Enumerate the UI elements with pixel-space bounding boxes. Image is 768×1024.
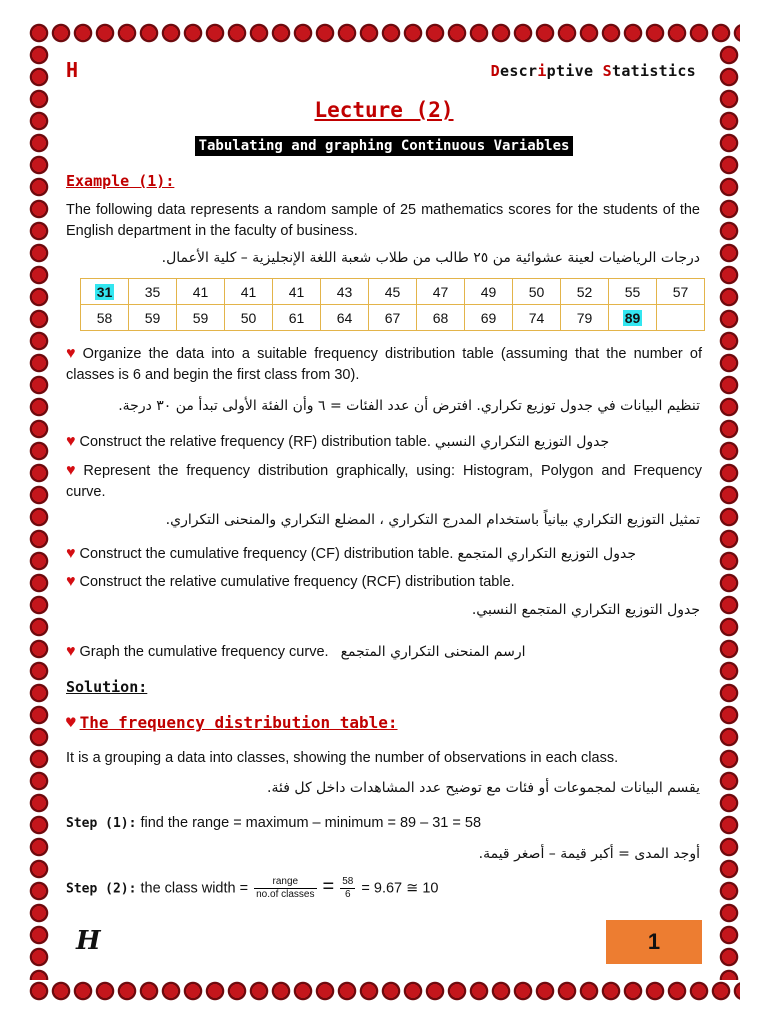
task-4: ♥ Construct the cumulative frequency (CF) distribution table. جدول التوزيع التكراري المتجمع <box>66 545 636 562</box>
example-label: Example (1): <box>66 172 175 190</box>
header-title-part: S <box>602 62 613 80</box>
task-5: ♥ Construct the relative cumulative frequency (RCF) distribution table. <box>66 573 515 590</box>
table-cell: 57 <box>657 279 705 305</box>
table-cell: 89 <box>609 305 657 331</box>
fdt-description-ar: يقسم البيانات لمجموعات أو فئات مع توضيح عدد المشاهدات داخل كل فئة. <box>267 780 700 796</box>
page-number: 1 <box>606 920 702 964</box>
fdt-title: ♥ The frequency distribution table: <box>66 713 398 732</box>
task-3-ar: تمثيل التوزيع التكراري بيانياً باستخدام المدرج التكراري ، المضلع التكراري والمنحنى التكراري. <box>165 512 700 528</box>
heart-bullet-icon: ♥ <box>66 462 80 479</box>
table-cell: 74 <box>513 305 561 331</box>
fraction-range-over-classes: $\frac{\text{range}}{\text{no.of classes}}$ <box>256 876 315 900</box>
heart-bullet-icon: ♥ <box>66 643 76 660</box>
fraction-58-over-6: $\frac{58}{6}$ <box>342 876 354 900</box>
heart-bullet-icon: ♥ <box>66 433 76 450</box>
header-title-part: i <box>537 62 547 80</box>
table-cell: 69 <box>465 305 513 331</box>
header-title-part: D <box>490 62 500 80</box>
table-cell: 79 <box>561 305 609 331</box>
decorative-border-left <box>28 44 50 980</box>
intro-text-en: The following data represents a random sample of 25 mathematics scores for the students of the English department in the faculty of business. <box>66 202 700 239</box>
table-cell: 47 <box>417 279 465 305</box>
table-row <box>81 279 705 305</box>
table-cell: 50 <box>225 305 273 331</box>
footer-mark: H <box>76 926 101 956</box>
intro-text-ar: درجات الرياضيات لعينة عشوائية من ٢٥ طالب من طلاب شعبة اللغة الإنجليزية – كلية الأعمال. <box>161 250 700 266</box>
heart-bullet-icon: ♥ <box>66 345 79 362</box>
table-cell: 49 <box>465 279 513 305</box>
header-title-part: tatistics <box>612 62 696 80</box>
table-cell: 35 <box>129 279 177 305</box>
task-3: ♥ Represent the frequency distribution graphically, using: Histogram, Polygon and Frequency curve. <box>66 462 702 500</box>
heart-bullet-icon: ♥ <box>66 713 76 732</box>
step-2: Step (2): the class width = $\frac{\text{range}}{\text{no.of classes}}$ = $\frac{58}{6}$ = 9.67 ≅ 10 <box>66 875 439 900</box>
decorative-border-top <box>28 22 740 44</box>
decorative-border-right <box>718 44 740 980</box>
table-cell <box>657 305 705 331</box>
step-1-ar: أوجد المدى = أكبر قيمة – أصغر قيمة. <box>478 846 700 862</box>
header-title-part: escr <box>500 62 538 80</box>
solution-label: Solution: <box>66 678 148 696</box>
table-row <box>81 305 705 331</box>
table-cell: 45 <box>369 279 417 305</box>
table-cell: 68 <box>417 305 465 331</box>
table-cell: 64 <box>321 305 369 331</box>
table-cell: 41 <box>177 279 225 305</box>
table-cell: 52 <box>561 279 609 305</box>
step-1: Step (1): find the range = maximum – minimum = 89 – 31 = 58 <box>66 815 482 831</box>
table-cell: 58 <box>81 305 129 331</box>
task-5-ar: جدول التوزيع التكراري المتجمع النسبي. <box>471 602 700 618</box>
table-cell: 41 <box>273 279 321 305</box>
scores-table <box>80 278 705 331</box>
heart-bullet-icon: ♥ <box>66 545 76 562</box>
table-cell: 50 <box>513 279 561 305</box>
table-cell: 43 <box>321 279 369 305</box>
fdt-description-en: It is a grouping a data into classes, showing the number of observations in each class. <box>66 750 619 766</box>
table-cell: 59 <box>177 305 225 331</box>
task-6: ♥ Graph the cumulative frequency curve. ارسم المنحنى التكراري المتجمع <box>66 643 526 660</box>
table-cell: 67 <box>369 305 417 331</box>
heart-bullet-icon: ♥ <box>66 573 76 590</box>
table-cell: 59 <box>129 305 177 331</box>
decorative-border-bottom <box>28 980 740 1002</box>
header-title <box>491 62 696 80</box>
table-cell: 61 <box>273 305 321 331</box>
task-1: ♥ Organize the data into a suitable frequency distribution table (assuming that the number of classes is 6 and begin the first class from 30). <box>66 345 703 383</box>
lecture-title: Lecture (2) <box>314 98 454 122</box>
table-cell: 31 <box>81 279 129 305</box>
task-2: ♥ Construct the relative frequency (RF) distribution table. جدول التوزيع التكراري النسبي <box>66 433 610 450</box>
table-cell: 55 <box>609 279 657 305</box>
header-title-part: ptive <box>546 62 603 80</box>
task-1-ar: تنظيم البيانات في جدول توزيع تكراري. افترض أن عدد الفئات = ٦ وأن الفئة الأولى تبدأ من ٣٠ درجة. <box>118 398 700 414</box>
header-mark: H <box>66 58 79 82</box>
lecture-subtitle: Tabulating and graphing Continuous Variables <box>195 136 574 156</box>
table-cell: 41 <box>225 279 273 305</box>
